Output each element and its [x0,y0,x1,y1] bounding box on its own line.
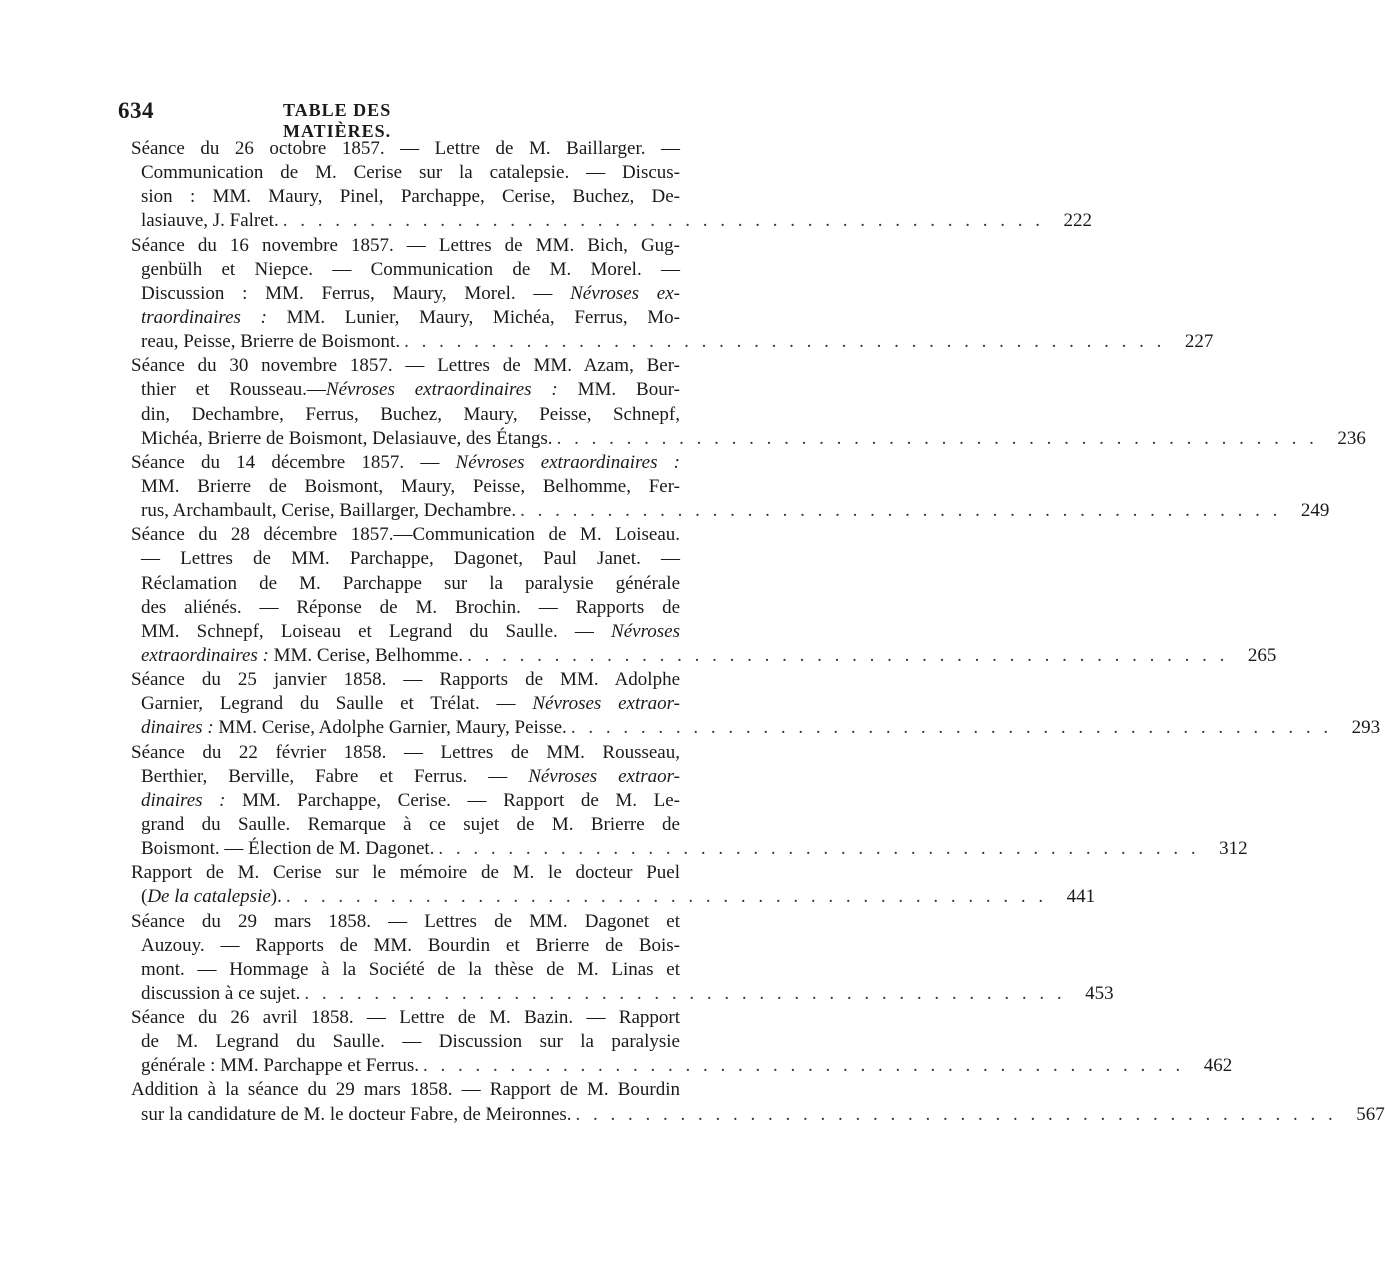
toc-page-number: 236 [1337,427,1366,449]
toc-page-number: 265 [1247,644,1277,666]
toc-entry-last-line [131,885,1096,909]
toc-entry-last-line [131,499,1330,523]
toc-entry-line: dinaires : MM. Parchappe, Cerise. — Rapport de M. Le- [141,789,680,811]
dot-leader: . . . . . . . . . . . . . . . . . . . . . . . . . . . . . . . . . . . . . . . . . . . . [520,500,1282,522]
toc-entry-last-line [131,330,1214,354]
toc-entry-line: din, Dechambre, Ferrus, Buchez, Maury, Peisse, Schnepf, [141,403,680,425]
toc-entry-text: lasiauve, J. Falret. [141,210,279,232]
toc-entry [131,1078,1385,1126]
table-of-contents [131,137,1385,1127]
toc-entry-line: Séance du 14 décembre 1857. — Névroses extraordinaires : [131,451,681,473]
toc-entry-line: Rapport de M. Cerise sur le mémoire de M. le docteur Puel [131,862,680,884]
toc-entry-line: — Lettres de MM. Parchappe, Dagonet, Paul Janet. — [141,548,680,570]
toc-page-number: 453 [1085,982,1114,1004]
toc-entry-line: Séance du 25 janvier 1858. — Rapports de MM. Adolphe [131,669,680,691]
toc-entry-line: Garnier, Legrand du Saulle et Trélat. — Névroses extraor- [141,693,680,715]
toc-entry-line: Addition à la séance du 29 mars 1858. — Rapport de M. Bourdin [131,1079,680,1101]
toc-entry-line: genbülh et Niepce. — Communication de M. Morel. — [141,258,680,280]
toc-entry [131,668,1381,740]
toc-entry-line: traordinaires : MM. Lunier, Maury, Michéa, Ferrus, Mo- [141,306,680,328]
toc-entry-line: Séance du 30 novembre 1857. — Lettres de MM. Azam, Ber- [131,355,680,377]
dot-leader: . . . . . . . . . . . . . . . . . . . . . . . . . . . . . . . . . . . . . . . . . . . . [404,331,1166,353]
toc-entry-line: Séance du 26 avril 1858. — Lettre de M. Bazin. — Rapport [131,1007,680,1029]
toc-entry-line: Discussion : MM. Ferrus, Maury, Morel. — Névroses ex- [141,282,680,304]
toc-entry-line: Séance du 16 novembre 1857. — Lettres de MM. Bich, Gug- [131,234,680,256]
toc-entry-text: Michéa, Brierre de Boismont, Delasiauve, des Étangs. [141,427,553,449]
page-header [118,98,488,141]
toc-page-number: 227 [1184,331,1214,353]
toc-entry-line: grand du Saulle. Remarque à ce sujet de M. Brierre de [141,813,680,835]
dot-leader: . . . . . . . . . . . . . . . . . . . . . . . . . . . . . . . . . . . . . . . . . . . . [423,1055,1185,1077]
toc-entry-last-line [131,1103,1385,1127]
toc-entry-last-line [131,716,1381,740]
dot-leader: . . . . . . . . . . . . . . . . . . . . . . . . . . . . . . . . . . . . . . . . . . . . [438,838,1200,860]
dot-leader: . . . . . . . . . . . . . . . . . . . . . . . . . . . . . . . . . . . . . . . . . . . . [285,886,1048,908]
toc-entry-text: discussion à ce sujet. [141,982,301,1004]
dot-leader: . . . . . . . . . . . . . . . . . . . . . . . . . . . . . . . . . . . . . . . . . . . . [570,717,1333,739]
toc-entry-line: Séance du 29 mars 1858. — Lettres de MM. Dagonet et [131,910,680,932]
running-title: TABLE DES MATIÈRES. [283,100,392,141]
toc-entry-line: Réclamation de M. Parchappe sur la paralysie générale [141,572,680,594]
toc-entry [131,1006,1233,1078]
toc-entry-text: Boismont. — Élection de M. Dagonet. [141,838,435,860]
toc-entry-line: Auzouy. — Rapports de MM. Bourdin et Brierre de Bois- [141,934,680,956]
toc-entry-line: thier et Rousseau.—Névroses extraordinaires : MM. Bour- [141,379,681,401]
toc-entry-text: dinaires : MM. Cerise, Adolphe Garnier, Maury, Peisse. [141,717,567,739]
toc-entry-last-line [131,209,1092,233]
toc-page-number: 462 [1203,1055,1233,1077]
toc-entry-last-line [131,837,1248,861]
toc-entry [131,354,1366,451]
toc-entry-text: reau, Peisse, Brierre de Boismont. [141,331,401,353]
toc-entry-line: Séance du 26 octobre 1857. — Lettre de M. Baillarger. — [131,138,680,159]
toc-entry [131,451,1330,523]
toc-page-number: 222 [1063,210,1092,232]
toc-entry [131,910,1114,1007]
toc-entry-line: de M. Legrand du Saulle. — Discussion sur la paralysie [141,1031,680,1053]
toc-entry [131,234,1214,355]
toc-entry-last-line [131,982,1114,1006]
toc-entry-line: MM. Schnepf, Loiseau et Legrand du Saulle. — Névroses [141,620,680,642]
toc-entry-line: sion : MM. Maury, Pinel, Parchappe, Cerise, Buchez, De- [141,186,680,208]
toc-entry-line: Séance du 22 février 1858. — Lettres de MM. Rousseau, [131,741,680,763]
toc-entry-line: mont. — Hommage à la Société de la thèse de M. Linas et [141,958,680,980]
page-number: 634 [118,98,154,123]
toc-entry [131,137,1092,234]
toc-page-number: 441 [1066,886,1096,908]
toc-entry-last-line [131,1054,1233,1078]
toc-page-number: 249 [1300,500,1330,522]
dot-leader: . . . . . . . . . . . . . . . . . . . . . . . . . . . . . . . . . . . . . . . . . . . . [556,427,1318,449]
toc-entry [131,523,1277,668]
toc-entry-text: sur la candidature de M. le docteur Fabre, de Meironnes. [141,1103,572,1125]
dot-leader: . . . . . . . . . . . . . . . . . . . . . . . . . . . . . . . . . . . . . . . . . . . . [575,1103,1337,1125]
toc-page-number: 312 [1219,838,1248,860]
dot-leader: . . . . . . . . . . . . . . . . . . . . . . . . . . . . . . . . . . . . . . . . . . . . [467,644,1229,666]
toc-entry-line: Berthier, Berville, Fabre et Ferrus. — Névroses extraor- [141,765,680,787]
toc-entry [131,741,1248,862]
toc-page-number: 567 [1356,1103,1385,1125]
dot-leader: . . . . . . . . . . . . . . . . . . . . . . . . . . . . . . . . . . . . . . . . . . . . [304,982,1066,1004]
toc-entry-line: MM. Brierre de Boismont, Maury, Peisse, Belhomme, Fer- [141,475,680,497]
dot-leader: . . . . . . . . . . . . . . . . . . . . . . . . . . . . . . . . . . . . . . . . . . . . [282,210,1044,232]
toc-entry [131,861,1096,909]
toc-entry-line: Séance du 28 décembre 1857.—Communication de M. Loiseau. [131,524,680,546]
toc-entry-last-line [131,644,1277,668]
toc-entry-last-line [131,427,1366,451]
toc-entry-text: générale : MM. Parchappe et Ferrus. [141,1055,420,1077]
toc-entry-line: des aliénés. — Réponse de M. Brochin. — Rapports de [141,596,680,618]
toc-entry-text: (De la catalepsie). [141,886,282,908]
toc-page-number: 293 [1351,717,1381,739]
toc-entry-text: extraordinaires : MM. Cerise, Belhomme. [141,644,464,666]
toc-entry-line: Communication de M. Cerise sur la catalepsie. — Discus- [141,162,680,184]
toc-entry-text: rus, Archambault, Cerise, Baillarger, Dechambre. [141,500,517,522]
